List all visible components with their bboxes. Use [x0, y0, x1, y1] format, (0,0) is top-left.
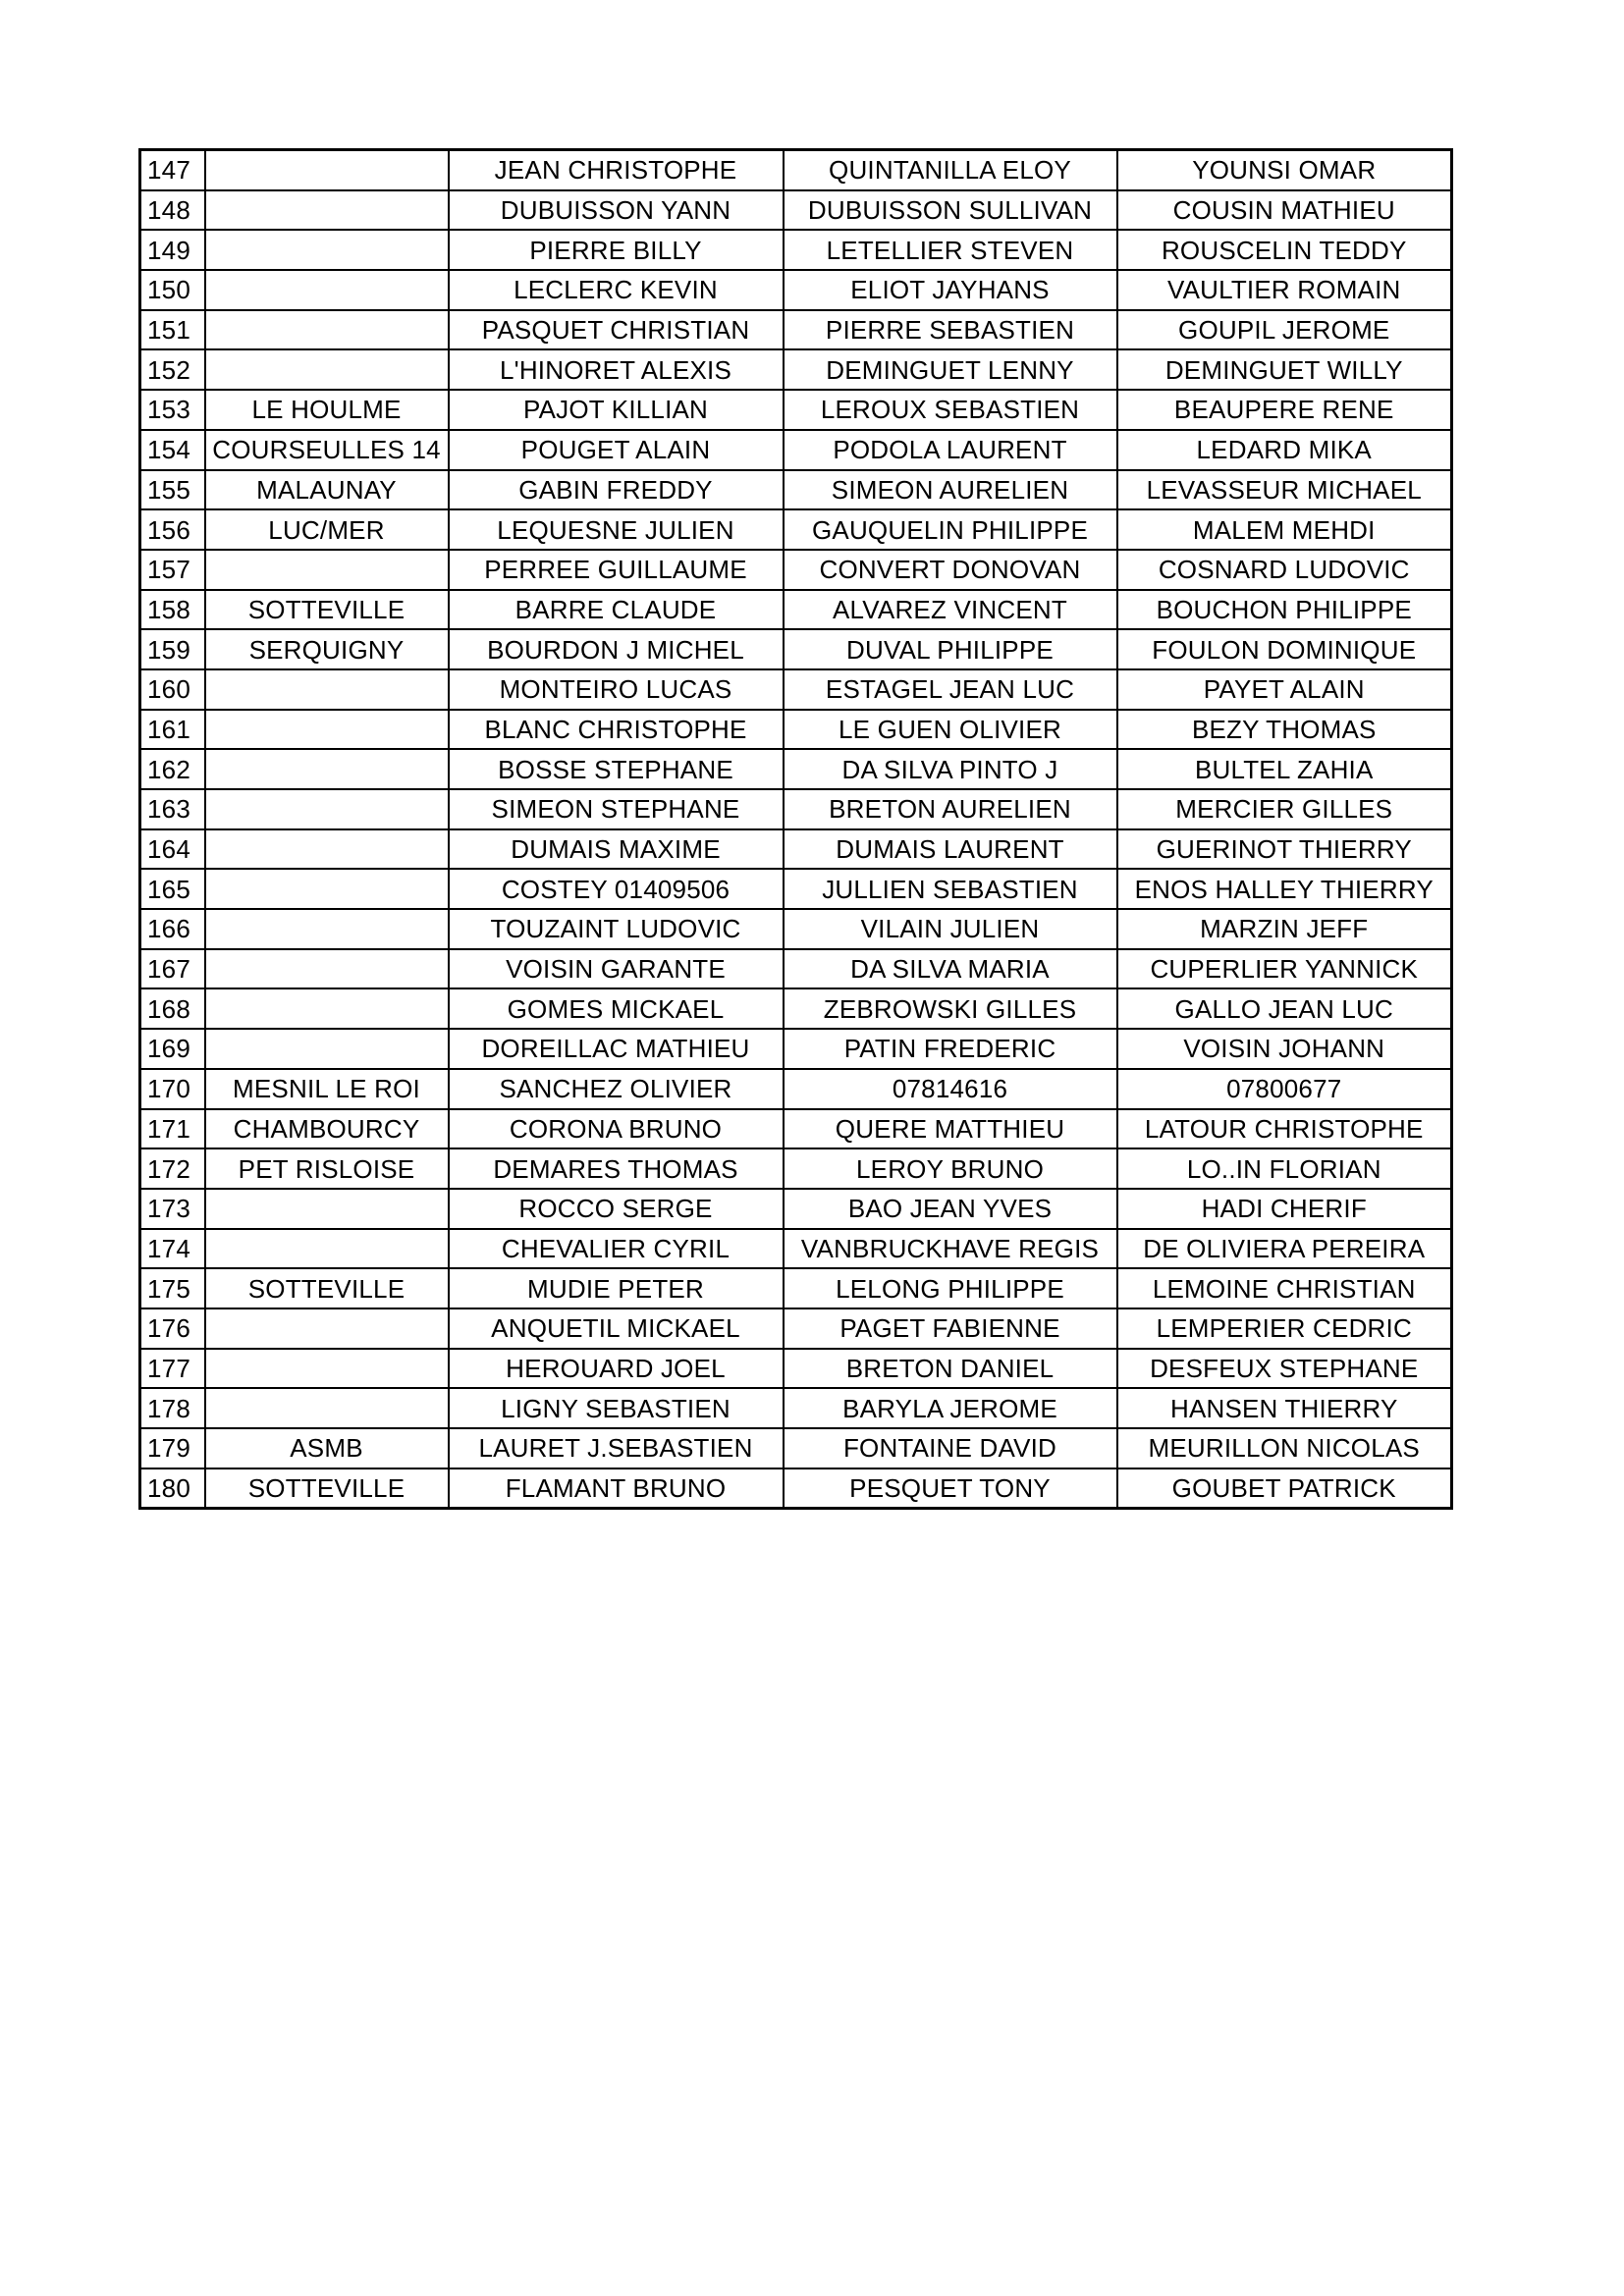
player-3-cell: LEMPERIER CEDRIC	[1117, 1308, 1452, 1349]
player-3-cell: VAULTIER ROMAIN	[1117, 270, 1452, 310]
player-2-cell: QUINTANILLA ELOY	[784, 150, 1117, 190]
player-3-cell: MERCIER GILLES	[1117, 789, 1452, 829]
player-2-cell: BAO JEAN YVES	[784, 1189, 1117, 1229]
table-row	[140, 710, 1452, 750]
player-1-cell: CORONA BRUNO	[449, 1109, 784, 1149]
table-row	[140, 1109, 1452, 1149]
club-cell	[205, 909, 449, 949]
table-row	[140, 550, 1452, 590]
player-2-cell: BRETON AURELIEN	[784, 789, 1117, 829]
player-2-cell: PAGET FABIENNE	[784, 1308, 1117, 1349]
club-cell	[205, 749, 449, 789]
team-number-cell: 168	[140, 988, 205, 1029]
table-row	[140, 1468, 1452, 1509]
table-row	[140, 669, 1452, 710]
club-cell: CHAMBOURCY	[205, 1109, 449, 1149]
table-row	[140, 1069, 1452, 1109]
club-cell: SERQUIGNY	[205, 629, 449, 669]
team-number-cell: 166	[140, 909, 205, 949]
player-3-cell: BEAUPERE RENE	[1117, 390, 1452, 430]
table-row	[140, 1189, 1452, 1229]
table-row	[140, 1268, 1452, 1308]
player-3-cell: LEDARD MIKA	[1117, 430, 1452, 470]
team-number-cell: 177	[140, 1349, 205, 1389]
player-3-cell: LATOUR CHRISTOPHE	[1117, 1109, 1452, 1149]
player-1-cell: BOURDON J MICHEL	[449, 629, 784, 669]
club-cell	[205, 550, 449, 590]
player-2-cell: DUBUISSON SULLIVAN	[784, 190, 1117, 231]
player-1-cell: MONTEIRO LUCAS	[449, 669, 784, 710]
club-cell	[205, 829, 449, 870]
team-number-cell: 172	[140, 1148, 205, 1189]
player-2-cell: DUVAL PHILIPPE	[784, 629, 1117, 669]
club-cell: SOTTEVILLE	[205, 1468, 449, 1509]
team-number-cell: 164	[140, 829, 205, 870]
table-row	[140, 1229, 1452, 1269]
club-cell	[205, 869, 449, 909]
team-number-cell: 178	[140, 1388, 205, 1428]
player-2-cell: PESQUET TONY	[784, 1468, 1117, 1509]
table-row	[140, 470, 1452, 510]
table-row	[140, 949, 1452, 989]
player-3-cell: YOUNSI OMAR	[1117, 150, 1452, 190]
player-3-cell: LEMOINE CHRISTIAN	[1117, 1268, 1452, 1308]
team-number-cell: 150	[140, 270, 205, 310]
player-2-cell: DEMINGUET LENNY	[784, 349, 1117, 390]
player-1-cell: BLANC CHRISTOPHE	[449, 710, 784, 750]
team-number-cell: 147	[140, 150, 205, 190]
team-number-cell: 170	[140, 1069, 205, 1109]
table-row	[140, 430, 1452, 470]
player-3-cell: BOUCHON PHILIPPE	[1117, 590, 1452, 630]
player-1-cell: DUMAIS MAXIME	[449, 829, 784, 870]
club-cell	[205, 988, 449, 1029]
player-3-cell: DE OLIVIERA PEREIRA	[1117, 1229, 1452, 1269]
player-2-cell: CONVERT DONOVAN	[784, 550, 1117, 590]
player-2-cell: ESTAGEL JEAN LUC	[784, 669, 1117, 710]
club-cell	[205, 150, 449, 190]
club-cell	[205, 669, 449, 710]
player-2-cell: DA SILVA MARIA	[784, 949, 1117, 989]
table-row	[140, 150, 1452, 190]
player-3-cell: HADI CHERIF	[1117, 1189, 1452, 1229]
player-2-cell: LEROUX SEBASTIEN	[784, 390, 1117, 430]
club-cell: COURSEULLES 14	[205, 430, 449, 470]
club-cell	[205, 1349, 449, 1389]
table-row	[140, 988, 1452, 1029]
player-1-cell: DOREILLAC MATHIEU	[449, 1029, 784, 1069]
club-cell: LUC/MER	[205, 509, 449, 550]
club-cell: SOTTEVILLE	[205, 1268, 449, 1308]
team-number-cell: 161	[140, 710, 205, 750]
player-1-cell: CHEVALIER CYRIL	[449, 1229, 784, 1269]
player-2-cell: JULLIEN SEBASTIEN	[784, 869, 1117, 909]
table-row	[140, 909, 1452, 949]
club-cell	[205, 1308, 449, 1349]
table-row	[140, 1428, 1452, 1468]
team-number-cell: 169	[140, 1029, 205, 1069]
team-number-cell: 180	[140, 1468, 205, 1509]
club-cell: MESNIL LE ROI	[205, 1069, 449, 1109]
player-3-cell: DEMINGUET WILLY	[1117, 349, 1452, 390]
player-2-cell: BARYLA JEROME	[784, 1388, 1117, 1428]
club-cell: PET RISLOISE	[205, 1148, 449, 1189]
player-3-cell: LO..IN FLORIAN	[1117, 1148, 1452, 1189]
player-1-cell: ROCCO SERGE	[449, 1189, 784, 1229]
player-1-cell: PIERRE BILLY	[449, 230, 784, 270]
player-1-cell: DUBUISSON YANN	[449, 190, 784, 231]
player-1-cell: FLAMANT BRUNO	[449, 1468, 784, 1509]
player-2-cell: VANBRUCKHAVE REGIS	[784, 1229, 1117, 1269]
player-3-cell: BULTEL ZAHIA	[1117, 749, 1452, 789]
team-number-cell: 159	[140, 629, 205, 669]
team-number-cell: 167	[140, 949, 205, 989]
table-row	[140, 1388, 1452, 1428]
team-number-cell: 171	[140, 1109, 205, 1149]
player-2-cell: QUERE MATTHIEU	[784, 1109, 1117, 1149]
player-1-cell: PAJOT KILLIAN	[449, 390, 784, 430]
team-number-cell: 152	[140, 349, 205, 390]
club-cell	[205, 349, 449, 390]
player-1-cell: POUGET ALAIN	[449, 430, 784, 470]
club-cell	[205, 949, 449, 989]
player-3-cell: FOULON DOMINIQUE	[1117, 629, 1452, 669]
player-2-cell: SIMEON AURELIEN	[784, 470, 1117, 510]
player-1-cell: GABIN FREDDY	[449, 470, 784, 510]
player-1-cell: DEMARES THOMAS	[449, 1148, 784, 1189]
player-2-cell: PATIN FREDERIC	[784, 1029, 1117, 1069]
team-number-cell: 157	[140, 550, 205, 590]
player-1-cell: TOUZAINT LUDOVIC	[449, 909, 784, 949]
team-number-cell: 155	[140, 470, 205, 510]
team-number-cell: 156	[140, 509, 205, 550]
player-2-cell: PODOLA LAURENT	[784, 430, 1117, 470]
table-row	[140, 1349, 1452, 1389]
club-cell: SOTTEVILLE	[205, 590, 449, 630]
team-number-cell: 165	[140, 869, 205, 909]
club-cell	[205, 710, 449, 750]
player-3-cell: GALLO JEAN LUC	[1117, 988, 1452, 1029]
player-2-cell: PIERRE SEBASTIEN	[784, 310, 1117, 350]
player-1-cell: PERREE GUILLAUME	[449, 550, 784, 590]
player-3-cell: LEVASSEUR MICHAEL	[1117, 470, 1452, 510]
player-3-cell: BEZY THOMAS	[1117, 710, 1452, 750]
team-roster-table	[138, 148, 1453, 1510]
club-cell	[205, 1388, 449, 1428]
player-3-cell: COUSIN MATHIEU	[1117, 190, 1452, 231]
table-row	[140, 749, 1452, 789]
player-2-cell: DA SILVA PINTO J	[784, 749, 1117, 789]
player-1-cell: BARRE CLAUDE	[449, 590, 784, 630]
table-row	[140, 509, 1452, 550]
table-row	[140, 230, 1452, 270]
player-1-cell: MUDIE PETER	[449, 1268, 784, 1308]
team-number-cell: 153	[140, 390, 205, 430]
player-1-cell: SIMEON STEPHANE	[449, 789, 784, 829]
table-row	[140, 590, 1452, 630]
player-3-cell: ROUSCELIN TEDDY	[1117, 230, 1452, 270]
player-1-cell: COSTEY 01409506	[449, 869, 784, 909]
team-number-cell: 154	[140, 430, 205, 470]
player-3-cell: ENOS HALLEY THIERRY	[1117, 869, 1452, 909]
player-2-cell: LELONG PHILIPPE	[784, 1268, 1117, 1308]
player-3-cell: GOUPIL JEROME	[1117, 310, 1452, 350]
team-number-cell: 158	[140, 590, 205, 630]
table-row	[140, 1148, 1452, 1189]
player-2-cell: VILAIN JULIEN	[784, 909, 1117, 949]
player-3-cell: COSNARD LUDOVIC	[1117, 550, 1452, 590]
player-2-cell: LE GUEN OLIVIER	[784, 710, 1117, 750]
table-row	[140, 1029, 1452, 1069]
team-number-cell: 173	[140, 1189, 205, 1229]
player-1-cell: VOISIN GARANTE	[449, 949, 784, 989]
player-2-cell: BRETON DANIEL	[784, 1349, 1117, 1389]
table-row	[140, 270, 1452, 310]
player-3-cell: MALEM MEHDI	[1117, 509, 1452, 550]
player-3-cell: VOISIN JOHANN	[1117, 1029, 1452, 1069]
club-cell	[205, 270, 449, 310]
player-1-cell: LEQUESNE JULIEN	[449, 509, 784, 550]
club-cell: ASMB	[205, 1428, 449, 1468]
table-row	[140, 1308, 1452, 1349]
table-row	[140, 789, 1452, 829]
club-cell	[205, 230, 449, 270]
player-1-cell: HEROUARD JOEL	[449, 1349, 784, 1389]
table-row	[140, 829, 1452, 870]
table-row	[140, 310, 1452, 350]
team-number-cell: 174	[140, 1229, 205, 1269]
player-2-cell: GAUQUELIN PHILIPPE	[784, 509, 1117, 550]
table-row	[140, 349, 1452, 390]
player-1-cell: PASQUET CHRISTIAN	[449, 310, 784, 350]
player-3-cell: PAYET ALAIN	[1117, 669, 1452, 710]
team-number-cell: 176	[140, 1308, 205, 1349]
player-1-cell: JEAN CHRISTOPHE	[449, 150, 784, 190]
club-cell: LE HOULME	[205, 390, 449, 430]
team-number-cell: 162	[140, 749, 205, 789]
player-2-cell: LETELLIER STEVEN	[784, 230, 1117, 270]
club-cell	[205, 310, 449, 350]
club-cell: MALAUNAY	[205, 470, 449, 510]
team-number-cell: 175	[140, 1268, 205, 1308]
player-3-cell: MARZIN JEFF	[1117, 909, 1452, 949]
team-number-cell: 149	[140, 230, 205, 270]
club-cell	[205, 190, 449, 231]
player-1-cell: BOSSE STEPHANE	[449, 749, 784, 789]
team-number-cell: 163	[140, 789, 205, 829]
player-2-cell: ZEBROWSKI GILLES	[784, 988, 1117, 1029]
club-cell	[205, 1189, 449, 1229]
team-roster-body	[140, 150, 1452, 1509]
team-number-cell: 160	[140, 669, 205, 710]
table-row	[140, 629, 1452, 669]
player-3-cell: 07800677	[1117, 1069, 1452, 1109]
player-1-cell: LECLERC KEVIN	[449, 270, 784, 310]
team-number-cell: 179	[140, 1428, 205, 1468]
player-3-cell: DESFEUX STEPHANE	[1117, 1349, 1452, 1389]
player-2-cell: ALVAREZ VINCENT	[784, 590, 1117, 630]
player-3-cell: GUERINOT THIERRY	[1117, 829, 1452, 870]
player-2-cell: ELIOT JAYHANS	[784, 270, 1117, 310]
table-row	[140, 869, 1452, 909]
player-2-cell: FONTAINE DAVID	[784, 1428, 1117, 1468]
player-3-cell: CUPERLIER YANNICK	[1117, 949, 1452, 989]
player-1-cell: ANQUETIL MICKAEL	[449, 1308, 784, 1349]
club-cell	[205, 1229, 449, 1269]
player-3-cell: GOUBET PATRICK	[1117, 1468, 1452, 1509]
table-row	[140, 190, 1452, 231]
club-cell	[205, 789, 449, 829]
player-3-cell: MEURILLON NICOLAS	[1117, 1428, 1452, 1468]
player-2-cell: LEROY BRUNO	[784, 1148, 1117, 1189]
player-1-cell: L'HINORET ALEXIS	[449, 349, 784, 390]
player-2-cell: 07814616	[784, 1069, 1117, 1109]
table-row	[140, 390, 1452, 430]
player-3-cell: HANSEN THIERRY	[1117, 1388, 1452, 1428]
club-cell	[205, 1029, 449, 1069]
player-1-cell: GOMES MICKAEL	[449, 988, 784, 1029]
player-1-cell: SANCHEZ OLIVIER	[449, 1069, 784, 1109]
player-1-cell: LAURET J.SEBASTIEN	[449, 1428, 784, 1468]
team-number-cell: 151	[140, 310, 205, 350]
team-number-cell: 148	[140, 190, 205, 231]
player-1-cell: LIGNY SEBASTIEN	[449, 1388, 784, 1428]
player-2-cell: DUMAIS LAURENT	[784, 829, 1117, 870]
